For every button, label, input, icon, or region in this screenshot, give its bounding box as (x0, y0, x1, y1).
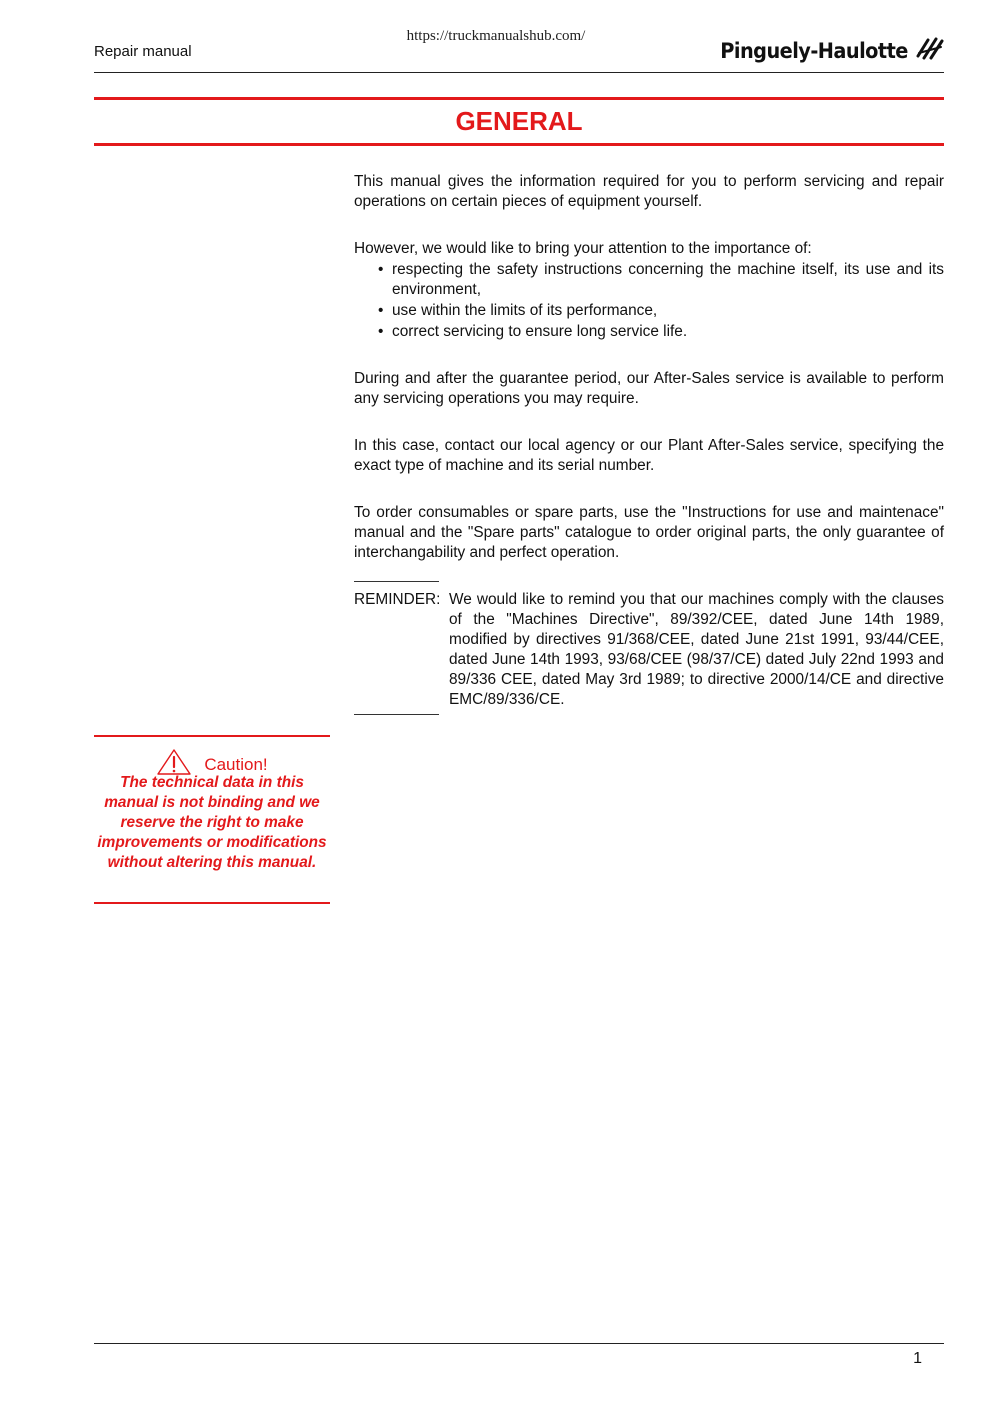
page-title: GENERAL (455, 106, 583, 136)
title-top-rule (94, 97, 944, 100)
slashes-logo-icon (916, 36, 944, 65)
title-bottom-rule (94, 143, 944, 146)
caution-bottom-rule (94, 902, 330, 904)
header-rule (94, 72, 944, 73)
caution-title: Caution! (204, 754, 268, 774)
intro-paragraph: This manual gives the information required for you to perform servicing and repair operations on certain pieces of equipment yourself. (354, 173, 944, 210)
reminder-text: We would like to remind you that our machines comply with the clauses of the "Machines Directive", 89/392/CEE, dated June 14th 1989, modified by directives 91/368/CEE, dated June 21st 1991, 93/44/CEE, dated June 14th 1993, 93/68/CEE (98/37/CE) dated July 22nd 1993 and 89/336 CEE, dated May 3rd 1989; to directive 2000/14/CE and directive EMC/89/336/CE. (449, 591, 944, 708)
contact-paragraph: In this case, contact our local agency or our Plant After-Sales service, specifying the exact type of machine and its serial number. (354, 437, 944, 474)
reminder-label: REMINDER: (354, 591, 441, 608)
source-url[interactable]: https://truckmanualshub.com/ (406, 28, 586, 44)
bullet-icon: • (378, 261, 384, 278)
after-sales-paragraph: During and after the guarantee period, our After-Sales service is available to perform any servicing operations you may require. (354, 370, 944, 407)
footer-rule (94, 1343, 944, 1344)
caution-text: The technical data in this manual is not binding and we reserve the right to make improvements or modifications without altering this manual. (97, 774, 327, 871)
reminder-top-rule (354, 581, 439, 582)
document-type-label: Repair manual (94, 43, 192, 60)
page-number: 1 (913, 1350, 922, 1367)
reminder-bottom-rule (354, 714, 439, 715)
bullet-icon: • (378, 323, 384, 340)
caution-top-rule (94, 735, 330, 737)
list-item: • respecting the safety instructions concerning the machine itself, its use and its environment, (378, 261, 944, 298)
brand-logo (704, 36, 944, 65)
importance-lead: However, we would like to bring your attention to the importance of: (354, 240, 812, 257)
brand-name: Pinguely-Haulotte (720, 38, 908, 63)
list-item: • correct servicing to ensure long service life. (378, 323, 688, 340)
importance-list (354, 260, 944, 342)
main-content (354, 172, 944, 590)
spare-parts-paragraph: To order consumables or spare parts, use the "Instructions for use and maintenace" manual and the "Spare parts" catalogue to order original parts, the only guarantee of interchangability and perfect operation. (354, 504, 944, 561)
list-item: • use within the limits of its performance, (378, 302, 658, 319)
bullet-icon: • (378, 302, 384, 319)
